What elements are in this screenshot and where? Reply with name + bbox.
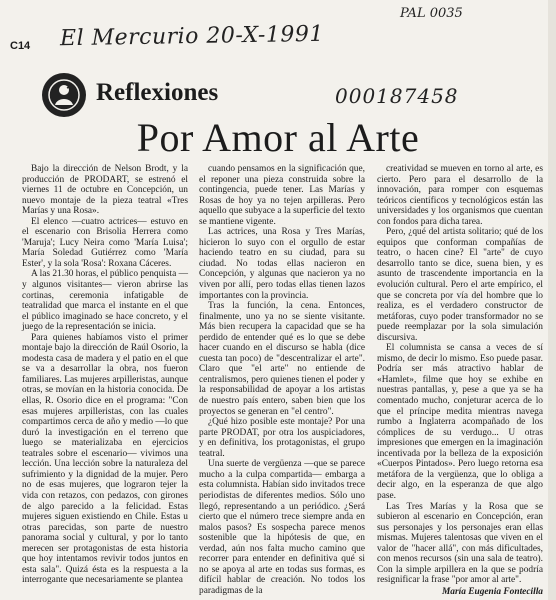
column-logo-icon	[42, 73, 86, 117]
article-column-1	[22, 164, 188, 586]
article-paragraph: El elenco —cuatro actrices— estuvo en el escenario con Brisolia Herrera como 'Maruja'; Lucy Neira como 'María Luisa'; María Soledad Gutiérrez como 'María Ester', y la sola 'Rosa': Roxana Cáceres.	[22, 216, 188, 269]
article-paragraph: ¿Qué hizo posible este montaje? Por una parte PRODAT, por otra los auspiciadores, y en definitiva, los protagonistas, el grupo teatral.	[199, 417, 365, 459]
article-paragraph: creatividad se mueven en torno al arte, es cierto. Pero para el desarrollo de la innovación, para romper con esquemas teóricos científicos y tecnológicos están las universidades y los organismos que cuentan con fondos para dicha tarea.	[377, 164, 543, 227]
page-code: C14	[10, 40, 31, 52]
handwritten-source-date: El Mercurio 20-X-1991	[59, 21, 325, 52]
page-edge-shadow	[548, 0, 556, 600]
handwritten-stamp: PAL 0035	[400, 6, 463, 21]
article-column-3	[377, 164, 543, 597]
article-paragraph: cuando pensamos en la significación que, el reponer una pieza construida sobre la contingencia, puede tener. Las Marías y Rosas de hoy ya no tejen arpilleras. Pero aquello que subyace a la superficie del texto se mantiene vigente.	[199, 164, 365, 227]
author-byline: María Eugenia Fontecilla	[441, 586, 543, 597]
article-paragraph: Las Tres Marías y la Rosa que se subieron al escenario en Concepción, eran sus personajes y los personajes eran ellas mismas. Mujeres talentosas que viven en el valor de "hacer allá", con más dificultades, con menos recursos (sin una sala de teatro). Con la simple arpillera en la que se podría resignificar la frase "por amor al arte".	[377, 501, 543, 586]
article-paragraph: Para quienes habíamos visto el primer montaje bajo la dirección de Raúl Osorio, la modesta casa de madera y el patio en el que se va a desarrollar la obra, nos fueron familiares. Las mujeres arpilleristas, aunque otras, se movían en la historia conocida. De ellas, R. Osorio dice en el programa: "Con esas mujeres arpilleristas, con las cuales compartimos cerca de año y medio —lo que duró la investigación en el terreno que luego se materializaba en ejercicios teatrales sobre el escenario— vivimos una lección. Una lección sobre la naturaleza del sufrimiento y la dignidad de la mujer. Pero no de esas mujeres, que lograron tejer la vida con retazos, con pedazos, con girones de algo parecido a la felicidad. Estas mujeres siguen existiendo en Chile. Estas u otras parecidas, son parte de nuestro panorama social y cultural, y por lo tanto merecen ser protagonistas de esta historia que hoy intentamos revivir todos juntos en esta sala". Quizá ésta es la respuesta a la interrogante que necesariamente se plantea	[22, 332, 188, 586]
article-column-2	[199, 164, 365, 596]
article-paragraph: Pero, ¿qué del artista solitario; qué de los equipos que conforman compañías de teatro, o hacen cine? El "arte" de cuyo desarrollo tanto se dice, suena bien, y es asunto de trascendente importancia en la evolución cultural. Pero el arte empírico, el que se concreta por vía del hombre que lo realiza, es el verdadero constructor de metáforas, cuyo poder transformador no se puede reemplazar por la sola simulación discursiva.	[377, 227, 543, 343]
section-label: Reflexiones	[96, 79, 219, 106]
handwritten-archive-code: 000187458	[335, 84, 459, 108]
article-paragraph: Las actrices, una Rosa y Tres Marías, hicieron lo suyo con el orgullo de estar haciendo teatro en su ciudad, para su ciudad. No todas ellas nacieron en Concepción, y algunas que nacieron ya no viven por allí, pero todas ellas tienen lazos importantes con la provincia.	[199, 227, 365, 301]
article-paragraph: A las 21.30 horas, el público penquista —y algunos visitantes— vieron abrirse las cortinas, ceremonia infatigable de teatralidad que marca el instante en el que el público imaginado se hace concreto, y el juego de la representación se inicia.	[22, 269, 189, 333]
article-paragraph: Bajo la dirección de Nelson Brodt, y la producción de PRODART, se estrenó el viernes 11 de octubre en Concepción, un nuevo montaje de la pieza teatral «Tres Marías y una Rosa».	[22, 164, 188, 217]
article-title: Por Amor al Arte	[136, 115, 420, 160]
article-paragraph: Una suerte de vergüenza —que se parece mucho a la culpa compartida— embarga a esta columnista. Habían sido invitados trece periodistas de diferentes medios. Sólo uno llegó, representando a un periódico. ¿Será cierto que el número trece siempre anda en malos pasos? Es sospecha parece menos sostenible que la hipótesis de que, en verdad, aún nos falta mucho camino que recorrer para entender en definitiva qué si no se apoya al arte en todas sus formas, es difícil hablar de creación. No todos los paradigmas de la	[199, 459, 365, 596]
article-paragraph: Tras la función, la cena. Entonces, finalmente, uno ya no se siente visitante. Más bien recupera la capacidad que se ha perdido de entender qué es lo que se debe hacer cuando en el discurso se habla (dice cuesta tan poco) de "descentralizar el arte". Claro que "el arte" no entiende de centralismos, pero quienes tienen el poder y la responsabilidad de apoyar a los artistas de nuestro país entero, saben bien que los proyectos se generan en "el centro".	[199, 301, 365, 417]
article-paragraph: El columnista se cansa a veces de sí mismo, de decir lo mismo. Eso puede pasar. Podría ser más atractivo hablar de «Hamlet», filme que hoy se exhibe en nuestras pantallas, y, pese a que ya se ha comentado mucho, conjeturar acerca de lo que el príncipe medita mientras navega rumbo a Inglaterra acompañado de los cómplices de su verdugo... U otras impresiones que emergen en la imaginación incentivada por la belleza de la exposición «Cuerpos Pintados». Pero luego retorna esa metáfora de la vergüenza, que lo obliga a decir algo, en la esperanza de que algo pase.	[377, 343, 543, 501]
